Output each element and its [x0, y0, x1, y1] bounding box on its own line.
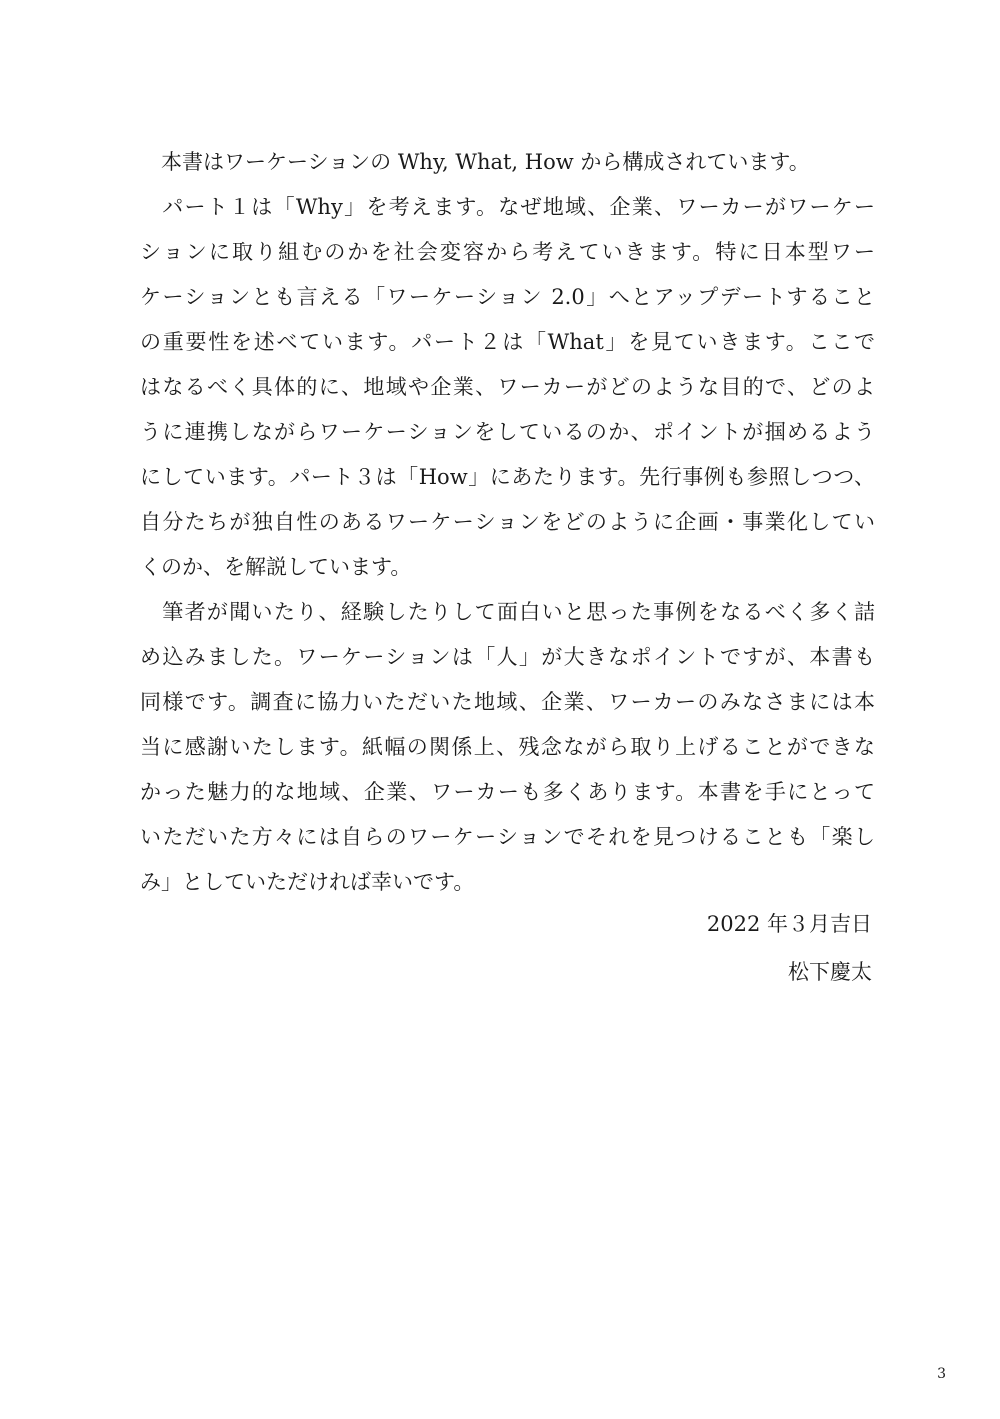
text-line: にしています。パート３は「How」にあたります。先行事例も参照しつつ、	[140, 465, 875, 489]
text-line: 筆者が聞いたり、経験したりして面白いと思った事例をなるべく多く詰	[140, 600, 875, 624]
text-line: ケーションとも言える「ワーケーション 2.0」へとアップデートすること	[140, 285, 875, 309]
text-line: パート１は「Why」を考えます。なぜ地域、企業、ワーカーがワーケー	[140, 195, 875, 219]
text-line: かった魅力的な地域、企業、ワーカーも多くあります。本書を手にとって	[140, 780, 875, 804]
page-number: 3	[937, 1366, 946, 1382]
text-line: み」としていただければ幸いです。	[140, 870, 475, 894]
text-line: の重要性を述べています。パート２は「What」を見ていきます。ここで	[140, 330, 875, 354]
body-text	[140, 140, 875, 905]
text-line: くのか、を解説しています。	[140, 555, 412, 579]
text-line: ションに取り組むのかを社会変容から考えていきます。特に日本型ワー	[140, 240, 875, 264]
signature-date: 2022 年３月吉日	[706, 912, 872, 936]
text-line: 本書はワーケーションの Why, What, How から構成されています。	[140, 150, 810, 174]
text-line: うに連携しながらワーケーションをしているのか、ポイントが掴めるよう	[140, 420, 875, 444]
text-line: 当に感謝いたします。紙幅の関係上、残念ながら取り上げることができな	[140, 735, 875, 759]
text-line: め込みました。ワーケーションは「人」が大きなポイントですが、本書も	[140, 645, 875, 669]
text-line: 同様です。調査に協力いただいた地域、企業、ワーカーのみなさまには本	[140, 690, 875, 714]
text-line: 自分たちが独自性のあるワーケーションをどのように企画・事業化してい	[140, 510, 875, 534]
text-line: いただいた方々には自らのワーケーションでそれを見つけることも「楽し	[140, 825, 875, 849]
signature-author: 松下慶太	[788, 960, 872, 984]
signature-block	[707, 900, 872, 996]
text-line: はなるべく具体的に、地域や企業、ワーカーがどのような目的で、どのよ	[140, 375, 875, 399]
